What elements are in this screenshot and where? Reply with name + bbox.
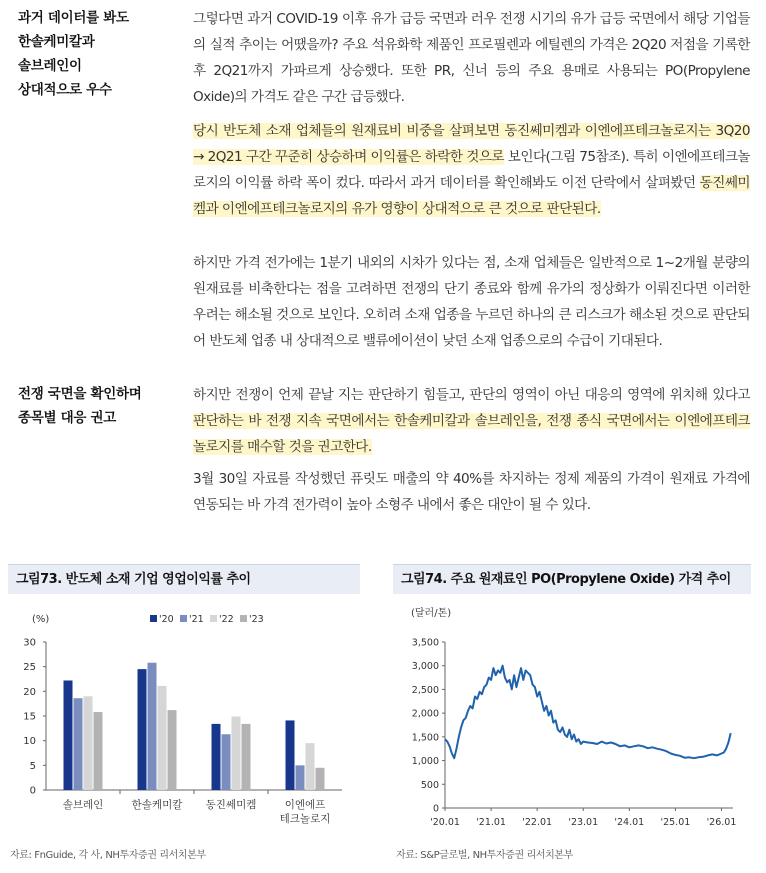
y-axis-unit-label: (달러/톤) — [411, 608, 452, 619]
figure-74-source: 자료: S&P글로벌, NH투자증권 리서치본부 — [396, 850, 573, 861]
legend-label-1: '21 — [189, 614, 204, 625]
y-tick-label: 1,000 — [411, 756, 439, 768]
x-category-label: 테크놀로지 — [279, 813, 331, 825]
figure-74-line-chart — [391, 604, 753, 844]
y-tick-label: 20 — [23, 686, 36, 698]
bar-1-1 — [148, 663, 157, 790]
text-segment: 하지만 가격 전가에는 1분기 내외의 시차가 있다는 점, 소재 업체들은 일반적으로 1~2개월 분량의 원재료를 비축한다는 점을 고려하면 전쟁의 단기 종료와 함께 유가의 정상화가 이뤄진다면 이러한 우려는 해소될 것으로 보인다. 오히려 소재 업종을 누르던 하나의 큰 리스크가 해소된 것으로 판단되어 반도체 업종 내 상대적으로 밸류에이션이 낮던 소재 업종으로의 수급이 기대된다. — [193, 255, 750, 349]
x-category-label: 동진쎄미켐 — [205, 799, 257, 811]
bar-3-2 — [306, 743, 315, 790]
figure-73-source: 자료: FnGuide, 각 사, NH투자증권 리서치본부 — [10, 850, 206, 861]
figure-74-title: 그림74. 주요 원재료인 PO(Propylene Oxide) 가격 추이 — [393, 564, 751, 594]
x-category-label: 이엔에프 — [284, 799, 326, 811]
side-heading-line: 과거 데이터를 봐도 — [18, 10, 129, 26]
figure-73-bar-chart — [6, 604, 362, 844]
bar-3-1 — [296, 765, 305, 790]
paragraph-price-pass-through — [193, 250, 750, 354]
legend-swatch-0 — [150, 615, 157, 622]
side-heading-line: 전쟁 국면을 확인하며 — [18, 386, 142, 402]
x-category-label: 한솔케미칼 — [131, 799, 183, 811]
bar-2-2 — [232, 716, 241, 790]
x-tick-label: '25.01 — [660, 817, 691, 828]
y-tick-label: 2,500 — [411, 684, 439, 696]
y-tick-label: 0 — [432, 803, 439, 815]
figure-73-title: 그림73. 반도체 소재 기업 영업이익률 추이 — [8, 564, 360, 594]
side-heading-line: 솔브레인이 — [18, 58, 82, 74]
bar-1-0 — [138, 669, 147, 790]
text-segment: 하지만 전쟁이 언제 끝날 지는 판단하기 힘들고, 판단의 영역이 아닌 대응의 영역에 위치해 있다고 — [193, 387, 750, 403]
bar-0-3 — [94, 712, 103, 790]
highlighted-text: 동진쎄미켐과 이엔에프테크놀로지의 유가 영향이 상대적으로 큰 것으로 판단된다. — [193, 175, 750, 217]
text-segment: 보인다(그림 75참조). 특히 이엔에프테크놀로지의 이익률 하락 폭이 컸다. 따라서 과거 데이터를 확인해봐도 이전 단락에서 살펴봤던 — [193, 149, 750, 191]
side-heading-line: 상대적으로 우수 — [18, 82, 112, 98]
y-tick-label: 30 — [23, 637, 36, 649]
bar-2-3 — [242, 724, 251, 790]
bar-2-0 — [212, 724, 221, 790]
legend-label-2: '22 — [219, 614, 234, 625]
y-tick-label: 1,500 — [411, 732, 439, 744]
highlighted-text: 당시 반도체 소재 업체들의 원재료비 비중을 살펴보면 동진쎄미켐과 이엔에프테크놀로지는 3Q20 → 2Q21 구간 꾸준히 상승하며 이익률은 하락한 것으로 — [193, 123, 750, 165]
y-tick-label: 500 — [420, 779, 439, 791]
text-segment: 그렇다면 과거 COVID-19 이후 유가 급등 국면과 러우 전쟁 시기의 유가 급등 국면에서 해당 기업들의 실적 추이는 어땠을까? 주요 석유화학 제품인 프로필렌과 에틸렌의 가격은 2Q20 저점을 기록한 후 2Q21까지 가파르게 상승했다. 또한 PR, 신너 등의 주요 용매로 사용되는 PO(Propylene Oxide)의 가격도 같은 구간 급등했다. — [193, 11, 750, 105]
y-tick-label: 0 — [29, 785, 36, 797]
x-tick-label: '26.01 — [706, 817, 737, 828]
x-category-label: 솔브레인 — [62, 799, 104, 811]
y-tick-label: 5 — [29, 760, 36, 772]
y-tick-label: 3,500 — [411, 637, 439, 649]
y-tick-label: 2,000 — [411, 708, 439, 720]
x-tick-label: '22.01 — [522, 817, 553, 828]
side-heading-line: 종목별 대응 권고 — [18, 410, 116, 426]
y-tick-label: 10 — [23, 736, 36, 748]
legend-label-0: '20 — [159, 614, 174, 625]
po-price-series-line — [445, 666, 731, 759]
legend-label-3: '23 — [249, 614, 264, 625]
highlighted-text: 판단하는 바 전쟁 지속 국면에서는 한솔케미칼과 솔브레인을, 전쟁 종식 국면에서는 이엔에프테크놀로지를 매수할 것을 권고한다. — [193, 413, 750, 455]
paragraph-small-cap-alternative — [193, 466, 750, 518]
x-tick-label: '20.01 — [430, 817, 460, 828]
side-heading-war-response — [18, 382, 141, 430]
bar-2-1 — [222, 734, 231, 790]
bar-3-3 — [316, 768, 325, 790]
y-tick-label: 3,000 — [411, 661, 439, 673]
y-tick-label: 25 — [23, 662, 36, 674]
paragraph-recommendation — [193, 382, 750, 460]
side-heading-past-data — [18, 6, 129, 102]
bar-0-0 — [64, 680, 73, 790]
paragraph-oil-price-history — [193, 6, 750, 110]
bar-1-3 — [168, 710, 177, 790]
legend-swatch-3 — [240, 615, 247, 622]
paragraph-raw-material-cost — [193, 118, 750, 222]
text-segment: 3월 30일 자료를 작성했던 퓨릿도 매출의 약 40%를 차지하는 정제 제품의 가격이 원재료 가격에 연동되는 바 가격 전가력이 높아 소형주 내에서 좋은 대안이 될 수 있다. — [193, 471, 750, 513]
legend-swatch-2 — [210, 615, 217, 622]
bar-1-2 — [158, 686, 167, 790]
legend-swatch-1 — [180, 615, 187, 622]
y-axis-unit-label: (%) — [32, 614, 50, 625]
y-tick-label: 15 — [23, 711, 36, 723]
bar-3-0 — [286, 720, 295, 790]
x-tick-label: '24.01 — [614, 817, 645, 828]
bar-0-2 — [84, 696, 93, 790]
bar-0-1 — [74, 698, 83, 790]
x-tick-label: '23.01 — [568, 817, 599, 828]
side-heading-line: 한솔케미칼과 — [18, 34, 95, 50]
x-tick-label: '21.01 — [476, 817, 506, 828]
